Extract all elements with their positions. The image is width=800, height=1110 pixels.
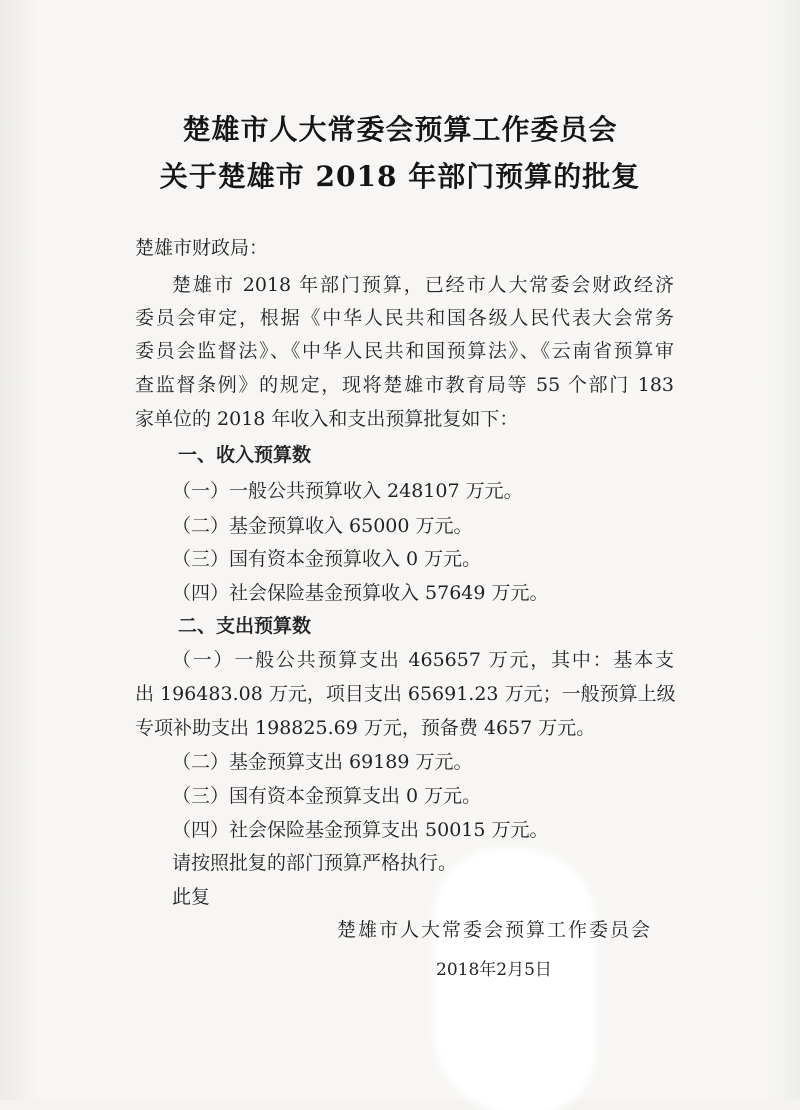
expense-item-1-line-3: 专项补助支出 198825.69 万元，预备费 4657 万元。 — [135, 717, 596, 739]
intro-line-4: 查监督条例》的规定，现将楚雄市教育局等 55 个部门 183 — [135, 374, 674, 396]
intro-line-3: 委员会监督法》、《中华人民共和国预算法》、《云南省预算审 — [135, 340, 674, 362]
document-title-line-2: 关于楚雄市 2018 年部门预算的批复 — [159, 160, 641, 193]
redaction-whiteout — [440, 855, 590, 1110]
expense-item-1-line-1: （一）一般公共预算支出 465657 万元，其中：基本支 — [172, 649, 674, 671]
closing-request: 请按照批复的部门预算严格执行。 — [172, 852, 458, 874]
income-item-3: （三）国有资本金预算收入 0 万元。 — [172, 548, 482, 570]
income-item-1: （一）一般公共预算收入 248107 万元。 — [172, 480, 523, 502]
intro-line-1: 楚雄市 2018 年部门预算，已经市人大常委会财政经济 — [172, 274, 674, 296]
intro-line-5: 家单位的 2018 年收入和支出预算批复如下： — [135, 408, 519, 430]
document-title-line-1: 楚雄市人大常委会预算工作委员会 — [182, 113, 618, 146]
signature-date: 2018年2月5日 — [436, 960, 552, 980]
closing-phrase: 此复 — [172, 886, 211, 908]
expense-heading: 二、支出预算数 — [178, 615, 312, 637]
income-item-4: （四）社会保险基金预算收入 57649 万元。 — [172, 582, 549, 604]
expense-item-3: （三）国有资本金预算支出 0 万元。 — [172, 785, 482, 807]
income-heading: 一、收入预算数 — [178, 444, 312, 466]
expense-item-1-line-2: 出 196483.08 万元，项目支出 65691.23 万元；一般预算上级 — [135, 683, 676, 705]
expense-item-4: （四）社会保险基金预算支出 50015 万元。 — [172, 819, 549, 841]
intro-line-2: 委员会审定，根据《中华人民共和国各级人民代表大会常务 — [135, 307, 674, 329]
income-item-2: （二）基金预算收入 65000 万元。 — [172, 515, 473, 537]
addressee: 楚雄市财政局： — [135, 237, 269, 259]
expense-item-2: （二）基金预算支出 69189 万元。 — [172, 751, 473, 773]
signature-organization: 楚雄市人大常委会预算工作委员会 — [337, 919, 653, 941]
